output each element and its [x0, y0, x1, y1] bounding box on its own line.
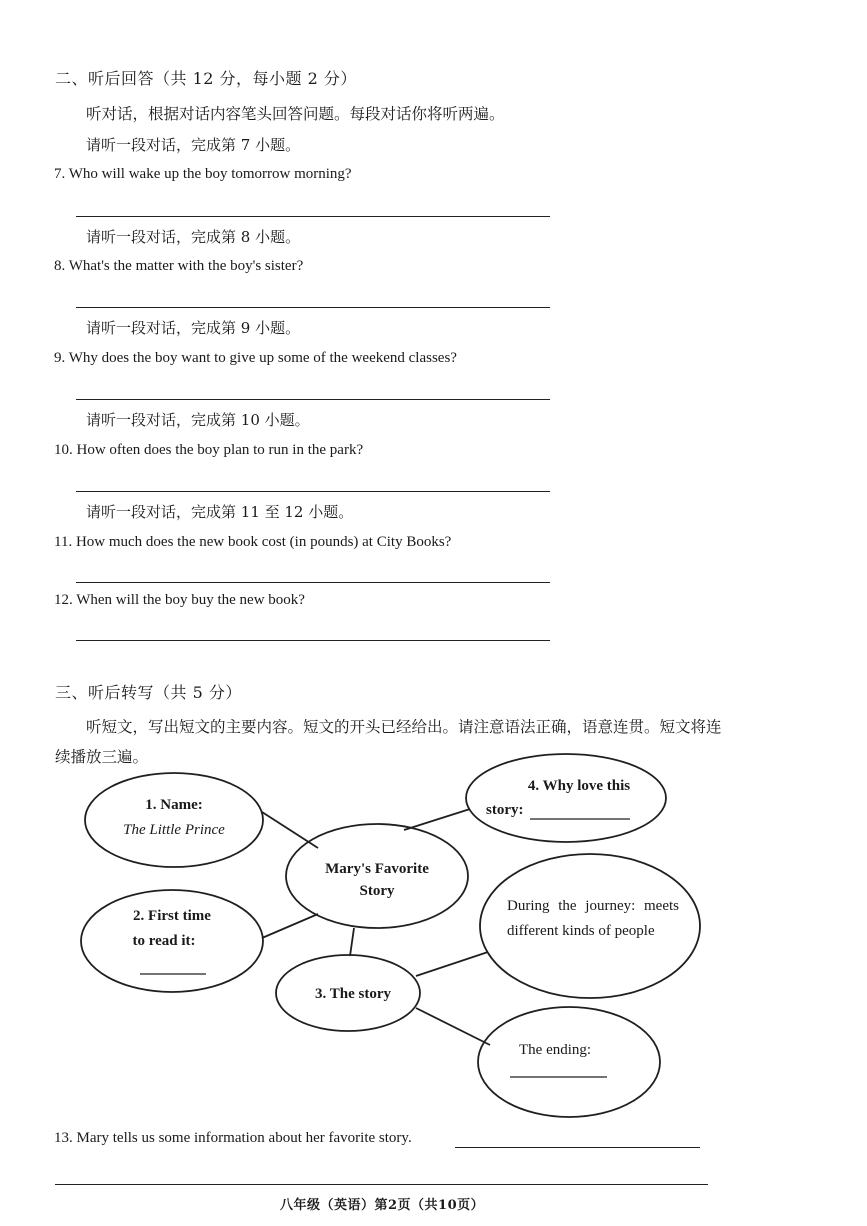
page-footer: 八年级（英语）第2页（共10页）	[280, 1198, 485, 1213]
why-line1: 4. Why love this	[527, 778, 631, 794]
first-time-line2: to read it:	[132, 933, 196, 949]
answer-line-7[interactable]	[76, 216, 550, 217]
question-11: 11. How much does the new book cost (in pounds) at City Books?	[54, 534, 452, 550]
center-title-line2: Story	[359, 883, 395, 899]
connector-journey	[416, 952, 488, 976]
answer-line-13a[interactable]	[455, 1147, 700, 1148]
connector-name	[262, 812, 318, 848]
answer-line-12[interactable]	[76, 640, 550, 641]
connector-why	[404, 809, 470, 830]
ending-label: The ending:	[519, 1042, 592, 1058]
answer-line-11[interactable]	[76, 582, 550, 583]
answer-line-8[interactable]	[76, 307, 550, 308]
section3-instruction: 听短文，写出短文的主要内容。短文的开头已经给出。请注意语法正确，语意连贯。短文将连续播放三遍。	[55, 718, 722, 766]
answer-line-9[interactable]	[76, 399, 550, 400]
question-12: 12. When will the boy buy the new book?	[54, 592, 305, 608]
listening-prompt: 请听一段对话，完成第 9 小题。	[86, 319, 301, 337]
listening-prompt: 请听一段对话，完成第 11 至 12 小题。	[86, 503, 354, 521]
question-7: 7. Who will wake up the boy tomorrow morning?	[54, 166, 352, 182]
section2-instruction: 听对话，根据对话内容笔头回答问题。每段对话你将听两遍。	[86, 105, 505, 123]
name-value: The Little Prince	[123, 822, 225, 838]
question-9: 9. Why does the boy want to give up some of the weekend classes?	[54, 350, 457, 366]
section2-heading: 二、听后回答（共 12 分，每小题 2 分）	[55, 69, 357, 88]
answer-line-13b[interactable]	[55, 1184, 708, 1185]
answer-line-10[interactable]	[76, 491, 550, 492]
journey-text: During the journey: meets different kinds of people	[507, 898, 679, 939]
first-time-line1: 2. First time	[133, 908, 211, 924]
listening-prompt: 请听一段对话，完成第 8 小题。	[86, 228, 301, 246]
story-label: 3. The story	[315, 986, 391, 1002]
connector-story	[350, 928, 354, 956]
listening-prompt: 请听一段对话，完成第 7 小题。	[86, 136, 301, 154]
connector-first-time	[262, 914, 318, 938]
why-line2: story:	[486, 802, 524, 818]
question-10: 10. How often does the boy plan to run in the park?	[54, 442, 364, 458]
listening-prompt: 请听一段对话，完成第 10 小题。	[86, 411, 310, 429]
question-8: 8. What's the matter with the boy's sister?	[54, 258, 304, 274]
question-13: 13. Mary tells us some information about her favorite story.	[54, 1130, 412, 1146]
connector-ending	[416, 1008, 490, 1045]
section3-heading: 三、听后转写（共 5 分）	[55, 683, 242, 702]
center-title-line1: Mary's Favorite	[325, 861, 429, 877]
name-label: 1. Name:	[145, 797, 203, 813]
